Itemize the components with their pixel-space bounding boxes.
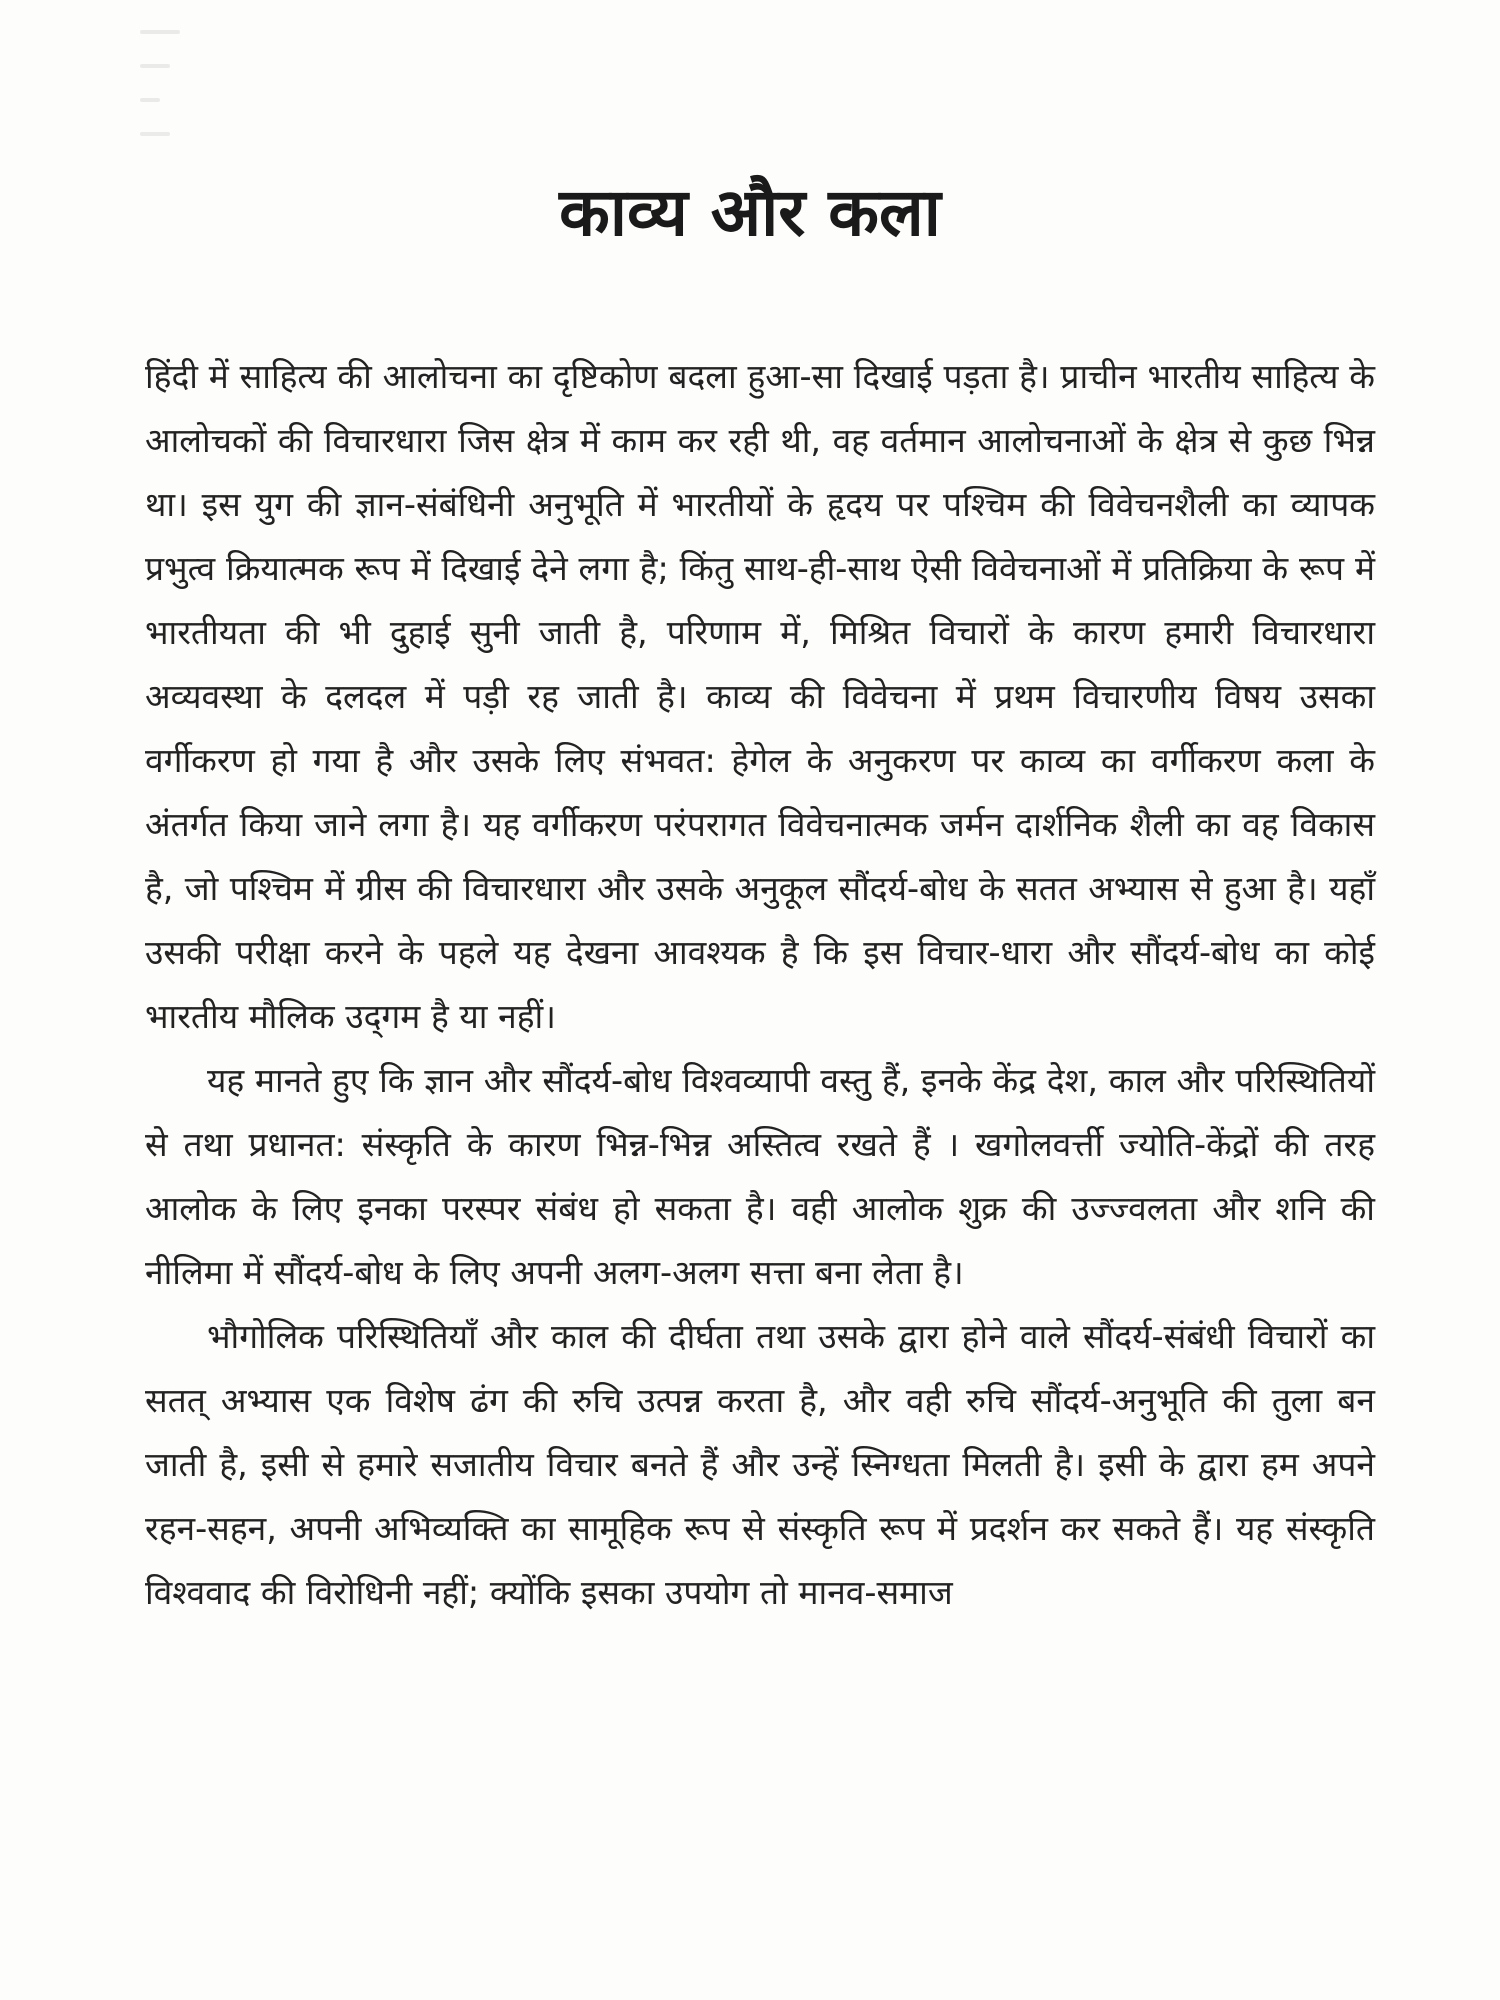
- paragraph-2: यह मानते हुए कि ज्ञान और सौंदर्य-बोध विश्वव्यापी वस्तु हैं, इनके केंद्र देश, काल और परिस्थितियों से तथा प्रधानत: संस्कृति के कारण भिन्न-भिन्न अस्तित्व रखते हैं । खगोलवर्त्ती ज्योति-केंद्रों की तरह आलोक के लिए इनका परस्पर संबंध हो सकता है। वही आलोक शुक्र की उज्ज्वलता और शनि की नीलिमा में सौंदर्य-बोध के लिए अपनी अलग-अलग सत्ता बना लेता है।: [145, 1061, 1375, 1292]
- page-title: काव्य और कला: [559, 174, 941, 251]
- paragraph-3: भौगोलिक परिस्थितियाँ और काल की दीर्घता तथा उसके द्वारा होने वाले सौंदर्य-संबंधी विचारों का सतत्‌ अभ्यास एक विशेष ढंग की रुचि उत्पन्न करता है, और वही रुचि सौंदर्य-अनुभूति की तुला बन जाती है, इसी से हमारे सजातीय विचार बनते हैं और उन्हें स्निग्धता मिलती है। इसी के द्वारा हम अपने रहन-सहन, अपनी अभिव्यक्ति का सामूहिक रूप से संस्कृति रूप में प्रदर्शन कर सकते हैं। यह संस्कृति विश्ववाद की विरोधिनी नहीं; क्योंकि इसका उपयोग तो मानव-समाज: [145, 1317, 1375, 1612]
- paragraph-1: हिंदी में साहित्य की आलोचना का दृष्टिकोण बदला हुआ-सा दिखाई पड़ता है। प्राचीन भारतीय साहित्य के आलोचकों की विचारधारा जिस क्षेत्र में काम कर रही थी, वह वर्तमान आलोचनाओं के क्षेत्र से कुछ भिन्न था। इस युग की ज्ञान-संबंधिनी अनुभूति में भारतीयों के हृदय पर पश्चिम की विवेचनशैली का व्यापक प्रभुत्व क्रियात्मक रूप में दिखाई देने लगा है; किंतु साथ-ही-साथ ऐसी विवेचनाओं में प्रतिक्रिया के रूप में भारतीयता की भी दुहाई सुनी जाती है, परिणाम में, मिश्रित विचारों के कारण हमारी विचारधारा अव्यवस्था के दलदल में पड़ी रह जाती है। काव्य की विवेचना में प्रथम विचारणीय विषय उसका वर्गीकरण हो गया है और उसके लिए संभवत: हेगेल के अनुकरण पर काव्य का वर्गीकरण कला के अंतर्गत किया जाने लगा है। यह वर्गीकरण परंपरागत विवेचनात्मक जर्मन दार्शनिक शैली का वह विकास है, जो पश्चिम में ग्रीस की विचारधारा और उसके अनुकूल सौंदर्य-बोध के सतत अभ्यास से हुआ है। यहाँ उसकी परीक्षा करने के पहले यह देखना आवश्यक है कि इस विचार-धारा और सौंदर्य-बोध का कोई भारतीय मौलिक उद्‌गम है या नहीं।: [145, 357, 1375, 1036]
- body-text: [145, 345, 1375, 1625]
